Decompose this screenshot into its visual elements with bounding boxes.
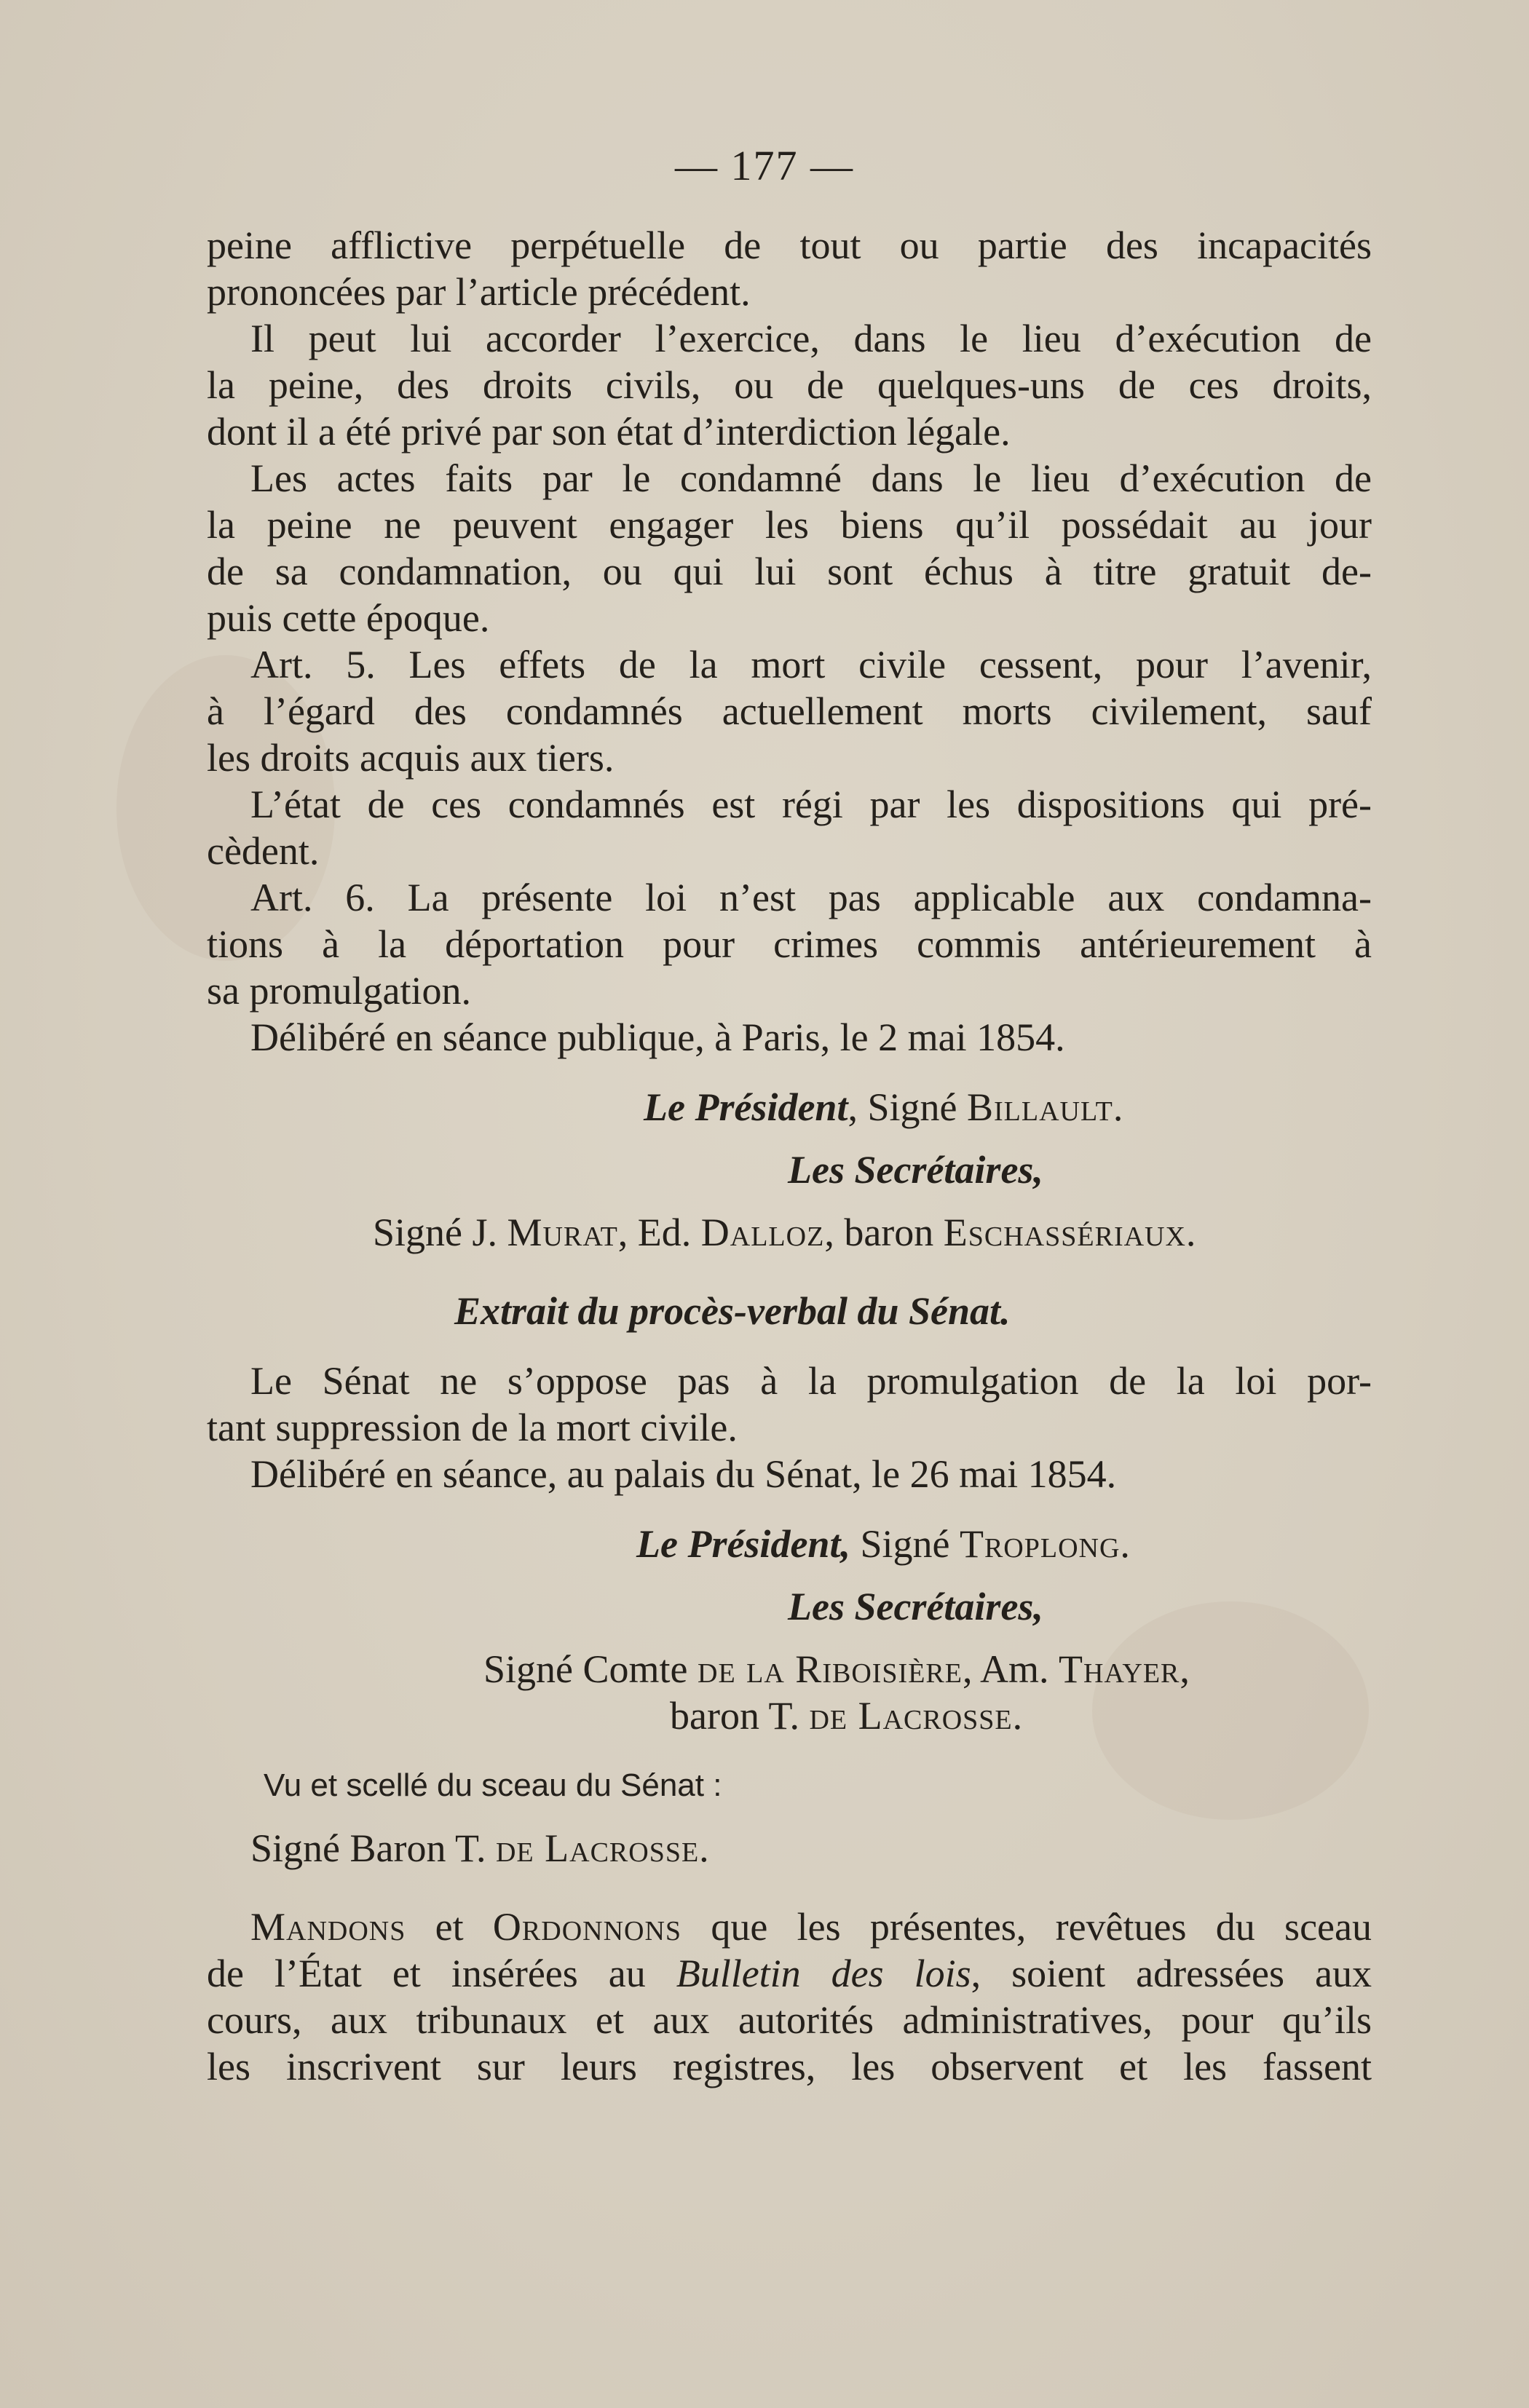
text-line: la peine ne peuvent engager les biens qu’il possédait au jour (207, 503, 1372, 547)
signer-name: de Lacrosse. (495, 1826, 710, 1870)
text-line: Les actes faits par le condamné dans le lieu d’exécution de (250, 456, 1372, 500)
secretaires-title: Les Secrétaires, (788, 1585, 1043, 1628)
secretaires-signatures: Signé J. Murat, Ed. Dalloz, baron Eschassériaux. (373, 1211, 1197, 1254)
section-heading: Extrait du procès-verbal du Sénat. (454, 1289, 1011, 1333)
text-line: Le Sénat ne s’oppose pas à la promulgation de la loi por- (250, 1359, 1372, 1403)
secretary-name: de Lacrosse. (809, 1694, 1024, 1738)
text-line: tions à la déportation pour crimes commis antérieurement à (207, 922, 1372, 966)
text-line: cèdent. (207, 829, 320, 873)
text-line: peine afflictive perpétuelle de tout ou partie des incapacités (207, 223, 1372, 267)
text-line: à l’égard des condamnés actuellement morts civilement, sauf (207, 689, 1372, 733)
text-line: tant suppression de la mort civile. (207, 1406, 738, 1449)
text-line: de sa condamnation, ou qui lui sont échus à titre gratuit de- (207, 550, 1372, 593)
text-line: Il peut lui accorder l’exercice, dans le lieu d’exécution de (250, 317, 1372, 360)
closing-line: les inscrivent sur leurs registres, les observent et les fassent (207, 2045, 1372, 2088)
mandons-word: Mandons (250, 1905, 406, 1949)
president-name: Troplong. (959, 1522, 1131, 1566)
closing-line: de l’État et insérées au Bulletin des lois, soient adressées aux (207, 1952, 1372, 1995)
secretaires-signatures: Signé Comte de la Riboisière, Am. Thayer, (483, 1647, 1190, 1691)
secretary-name: Dalloz (700, 1211, 825, 1254)
secretaires-title: Les Secrétaires, (788, 1148, 1043, 1192)
body-text (207, 222, 1372, 2090)
president-title: Le Président (644, 1085, 848, 1129)
article-6-line: Art. 6. La présente loi n’est pas applicable aux condamna- (250, 876, 1372, 919)
president-name: Billault. (966, 1085, 1124, 1129)
secretary-name: Murat (507, 1211, 618, 1254)
president-signature: Le Président, Signé Billault. (644, 1085, 1124, 1129)
closing-line: Mandons et Ordonnons que les présentes, revêtues du sceau (250, 1905, 1372, 1949)
text-line: les droits acquis aux tiers. (207, 736, 615, 780)
secretaires-signatures: baron T. de Lacrosse. (670, 1694, 1024, 1738)
president-signature: Le Président, Signé Troplong. (636, 1522, 1131, 1566)
page-number: — 177 — (675, 142, 854, 189)
text-line: la peine, des droits civils, ou de quelques-uns de ces droits, (207, 363, 1372, 407)
seal-notice: Vu et scellé du sceau du Sénat : (264, 1767, 722, 1803)
seal-signature: Signé Baron T. de Lacrosse. (250, 1826, 710, 1870)
article-5-line: Art. 5. Les effets de la mort civile cessent, pour l’avenir, (250, 643, 1372, 686)
text-line: puis cette époque. (207, 596, 490, 640)
deliberation-line: Délibéré en séance publique, à Paris, le 2 mai 1854. (250, 1015, 1065, 1059)
president-title: Le Président, (636, 1522, 850, 1566)
secretary-name: Eschassériaux. (943, 1211, 1197, 1254)
text-line: sa promulgation. (207, 969, 471, 1013)
text-line: L’état de ces condamnés est régi par les dispositions qui pré- (250, 783, 1372, 826)
secretary-name: Thayer, (1059, 1647, 1190, 1691)
text-line: prononcées par l’article précédent. (207, 270, 751, 314)
secretary-name: de la Riboisière (698, 1647, 963, 1691)
deliberation-line: Délibéré en séance, au palais du Sénat, le 26 mai 1854. (250, 1452, 1117, 1496)
ordonnons-word: Ordonnons (492, 1905, 682, 1949)
closing-line: cours, aux tribunaux et aux autorités administratives, pour qu’ils (207, 1998, 1372, 2042)
text-line: dont il a été privé par son état d’interdiction légale. (207, 410, 1011, 454)
bulletin-title: Bulletin des lois (676, 1952, 971, 1995)
